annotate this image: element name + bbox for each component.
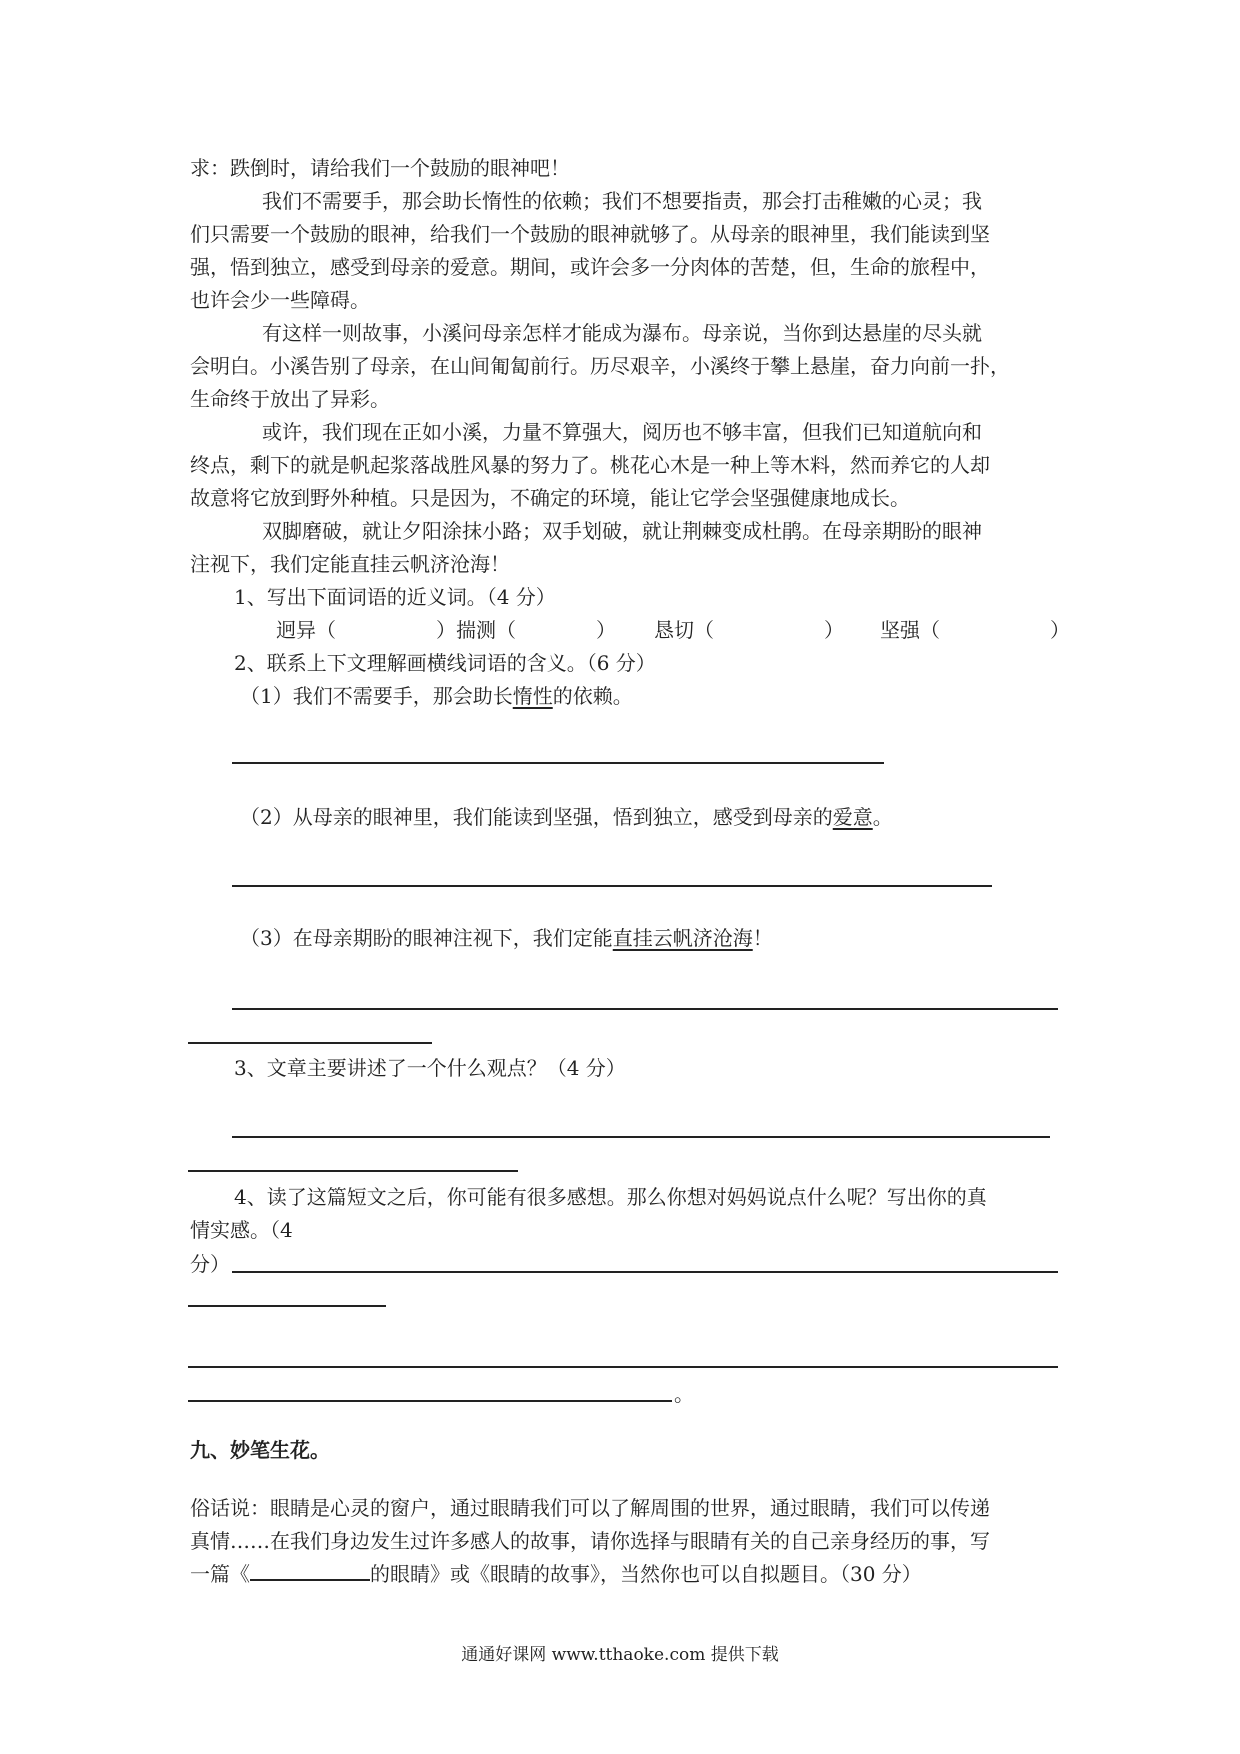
synonym-word: 坚强（ <box>880 618 940 642</box>
answer-line[interactable] <box>188 1042 432 1044</box>
title-blank[interactable] <box>250 1561 370 1581</box>
section-9-title: 九、妙笔生花。 <box>190 1438 330 1462</box>
passage-line: 强，悟到独立，感受到母亲的爱意。期间，或许会多一分肉体的苦楚，但，生命的旅程中， <box>190 255 990 279</box>
passage-line: 我们不需要手，那会助长惰性的依赖；我们不想要指责，那会打击稚嫩的心灵；我 <box>262 189 982 213</box>
passage-line: 生命终于放出了异彩。 <box>190 387 390 411</box>
underlined-term: 爱意 <box>832 805 873 829</box>
question-2-1: （1）我们不需要手，那会助长惰性的依赖。 <box>240 684 633 708</box>
passage-line: 有这样一则故事，小溪问母亲怎样才能成为瀑布。母亲说，当你到达悬崖的尽头就 <box>262 321 982 345</box>
answer-line[interactable] <box>232 1008 1058 1010</box>
period-mark: 。 <box>674 1382 694 1406</box>
passage-line: 们只需要一个鼓励的眼神，给我们一个鼓励的眼神就够了。从母亲的眼神里，我们能读到坚 <box>190 222 990 246</box>
question-3: 3、文章主要讲述了一个什么观点？（4 分） <box>234 1056 626 1080</box>
passage-line: 或许，我们现在正如小溪，力量不算强大，阅历也不够丰富，但我们已知道航向和 <box>262 420 982 444</box>
passage-line: 会明白。小溪告别了母亲，在山间匍匐前行。历尽艰辛，小溪终于攀上悬崖，奋力向前一扑， <box>190 354 1010 378</box>
answer-line[interactable] <box>232 885 992 887</box>
passage-line: 双脚磨破，就让夕阳涂抹小路；双手划破，就让荆棘变成杜鹃。在母亲期盼的眼神 <box>262 519 982 543</box>
page-footer: 通通好课网 www.tthaoke.com 提供下载 <box>461 1645 779 1665</box>
synonym-word: ） <box>824 618 844 642</box>
essay-prompt-line: 真情……在我们身边发生过许多感人的故事，请你选择与眼睛有关的自己亲身经历的事，写 <box>190 1529 990 1553</box>
question-4-cont: 分） <box>190 1252 230 1276</box>
passage-line: 终点，剩下的就是帆起浆落战胜风暴的努力了。桃花心木是一种上等木料，然而养它的人却 <box>190 453 990 477</box>
synonym-word: 迥异（ <box>276 618 336 642</box>
essay-prompt-line: 俗话说：眼睛是心灵的窗户，通过眼睛我们可以了解周围的世界，通过眼睛，我们可以传递 <box>190 1496 990 1520</box>
answer-line[interactable] <box>232 1271 1058 1273</box>
underlined-term: 直挂云帆济沧海 <box>612 926 753 950</box>
answer-line[interactable] <box>188 1400 672 1402</box>
passage-line: 求：跌倒时，请给我们一个鼓励的眼神吧！ <box>190 156 570 180</box>
passage-line: 注视下，我们定能直挂云帆济沧海！ <box>190 552 510 576</box>
synonym-word: ） <box>596 618 616 642</box>
answer-line[interactable] <box>188 1366 1058 1368</box>
question-2-3: （3）在母亲期盼的眼神注视下，我们定能直挂云帆济沧海！ <box>240 926 773 950</box>
essay-prompt-line: 一篇《 的眼睛》或《眼睛的故事》，当然你也可以自拟题目。（30 分） <box>190 1562 922 1586</box>
underlined-term: 惰性 <box>512 684 553 708</box>
synonym-word: ） <box>1050 618 1070 642</box>
answer-line[interactable] <box>232 762 884 764</box>
question-2: 2、联系上下文理解画横线词语的含义。（6 分） <box>234 651 656 675</box>
answer-line[interactable] <box>188 1305 386 1307</box>
synonym-word: 恳切（ <box>654 618 714 642</box>
question-2-2: （2）从母亲的眼神里，我们能读到坚强，悟到独立，感受到母亲的爱意。 <box>240 805 893 829</box>
answer-line[interactable] <box>232 1136 1050 1138</box>
synonym-row <box>276 614 1146 647</box>
question-4: 4、读了这篇短文之后，你可能有很多感想。那么你想对妈妈说点什么呢？写出你的真 <box>234 1185 987 1209</box>
passage-line: 故意将它放到野外种植。只是因为，不确定的环境，能让它学会坚强健康地成长。 <box>190 486 910 510</box>
passage-line: 也许会少一些障碍。 <box>190 288 370 312</box>
answer-line[interactable] <box>188 1170 518 1172</box>
question-1: 1、写出下面词语的近义词。（4 分） <box>234 585 556 609</box>
synonym-word: ）揣测（ <box>436 618 516 642</box>
question-4-cont: 情实感。（4 <box>190 1218 293 1242</box>
